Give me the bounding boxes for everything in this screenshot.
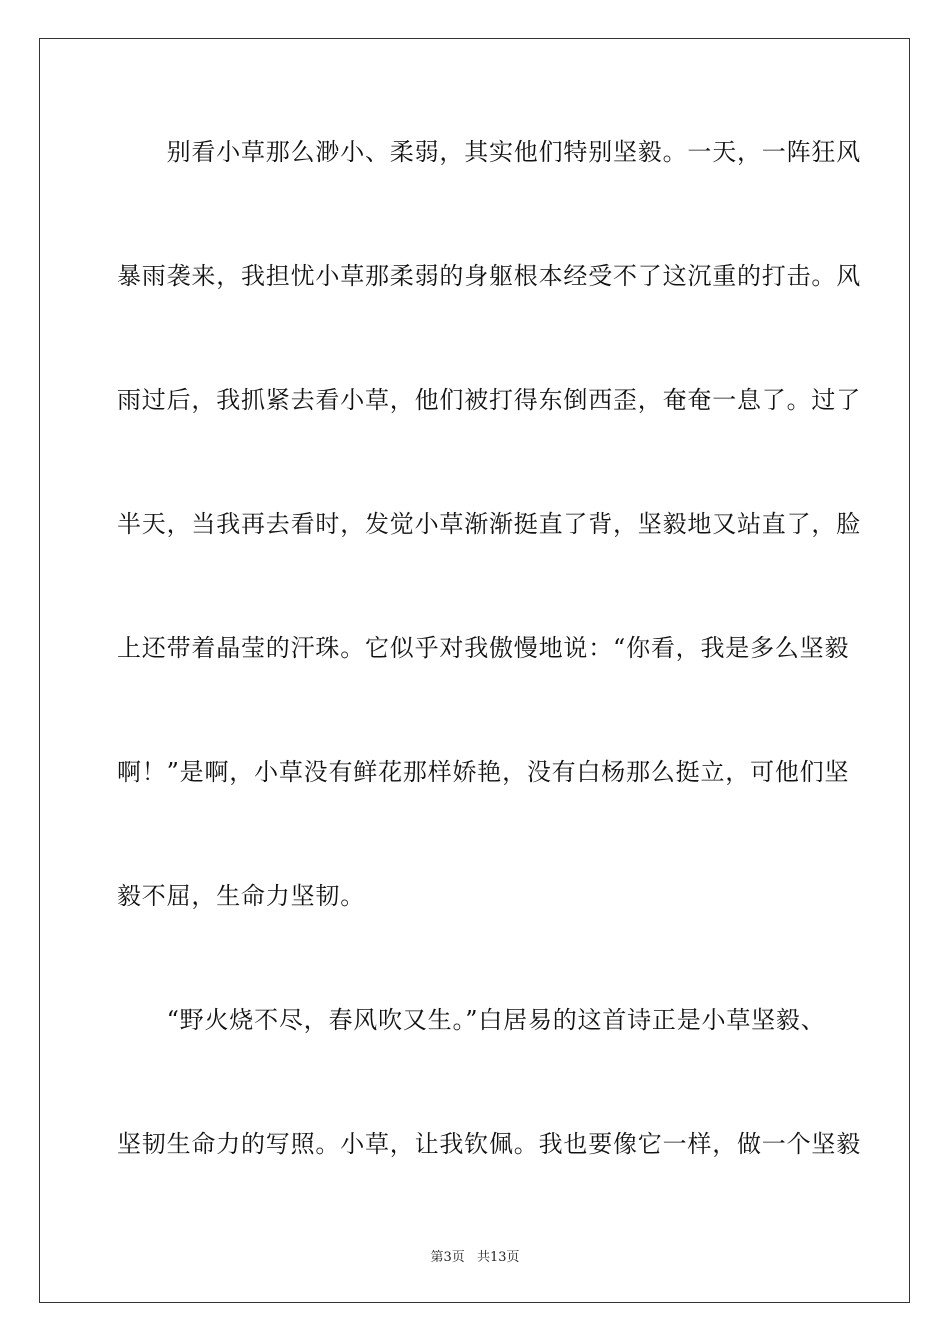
text-line: 雨过后，我抓紧去看小草，他们被打得东倒西歪，奄奄一息了。过了 xyxy=(117,386,861,414)
text-line: 坚韧生命力的写照。小草，让我钦佩。我也要像它一样，做一个坚毅 xyxy=(117,1130,861,1158)
page-number: 第3页 xyxy=(430,1250,465,1265)
text-line: “野火烧不尽，春风吹又生。”白居易的这首诗正是小草坚毅、 xyxy=(117,1006,826,1034)
text-line: 毅不屈，生命力坚韧。 xyxy=(117,882,365,910)
text-line: 暴雨袭来，我担忧小草那柔弱的身躯根本经受不了这沉重的打击。风 xyxy=(117,262,861,290)
text-line: 上还带着晶莹的汗珠。它似乎对我傲慢地说：“你看，我是多么坚毅 xyxy=(117,634,850,662)
text-line: 啊！”是啊，小草没有鲜花那样娇艳，没有白杨那么挺立，可他们坚 xyxy=(117,758,850,786)
text-line: 半天，当我再去看时，发觉小草渐渐挺直了背，坚毅地又站直了，脸 xyxy=(117,510,861,538)
page-footer xyxy=(0,1246,950,1265)
text-line: 别看小草那么渺小、柔弱，其实他们特别坚毅。一天，一阵狂风 xyxy=(117,138,861,166)
page-border xyxy=(39,38,910,1303)
page-total: 共13页 xyxy=(476,1250,520,1265)
